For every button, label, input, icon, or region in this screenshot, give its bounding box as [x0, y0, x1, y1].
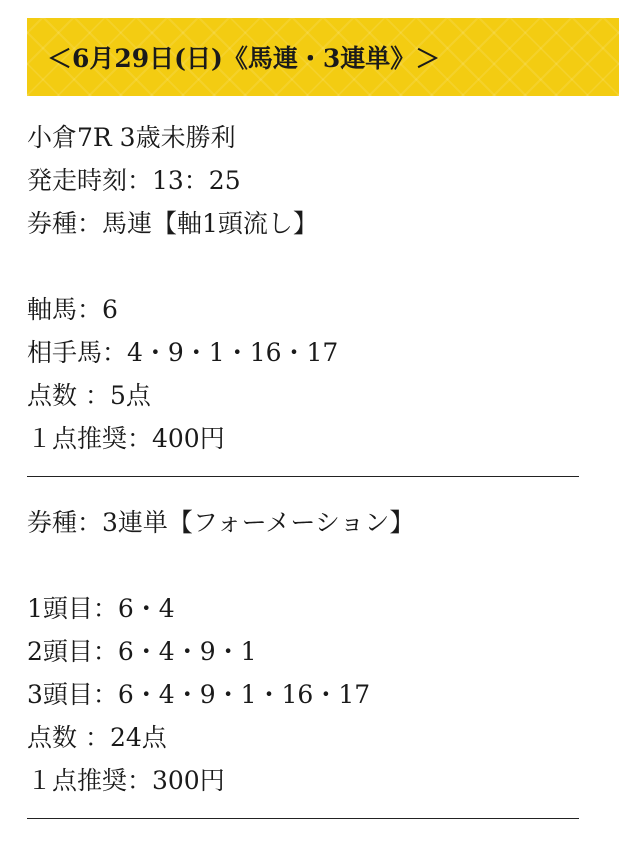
- axis-horse: 軸馬：6: [27, 295, 118, 324]
- article-body: [27, 116, 617, 843]
- umaren-recommend: １点推奨：400円: [27, 424, 225, 453]
- third-place-horses: 3頭目：6・4・9・1・16・17: [27, 680, 371, 709]
- start-time: 発走時刻：13：25: [27, 166, 241, 195]
- race-name: 小倉7R 3歳未勝利: [27, 123, 236, 152]
- first-place-horses: 1頭目：6・4: [27, 594, 175, 623]
- second-place-horses: 2頭目：6・4・9・1: [27, 637, 257, 666]
- sanrentan-points: 点数 ：24点: [27, 723, 167, 752]
- sanrentan-recommend: １点推奨：300円: [27, 766, 225, 795]
- divider: [27, 818, 579, 819]
- title-banner: [27, 18, 619, 96]
- partner-horses: 相手馬：4・9・1・16・17: [27, 338, 339, 367]
- ticket-type-sanrentan: 券種：3連単【フォーメーション】: [27, 508, 415, 537]
- umaren-points: 点数 ：5点: [27, 381, 151, 410]
- spacer: [27, 544, 617, 587]
- divider: [27, 476, 579, 477]
- page-title: ＜6月29日(日)《馬連・3連単》＞: [47, 44, 441, 73]
- ticket-type-umaren: 券種：馬連【軸1頭流し】: [27, 209, 318, 238]
- spacer: [27, 245, 617, 288]
